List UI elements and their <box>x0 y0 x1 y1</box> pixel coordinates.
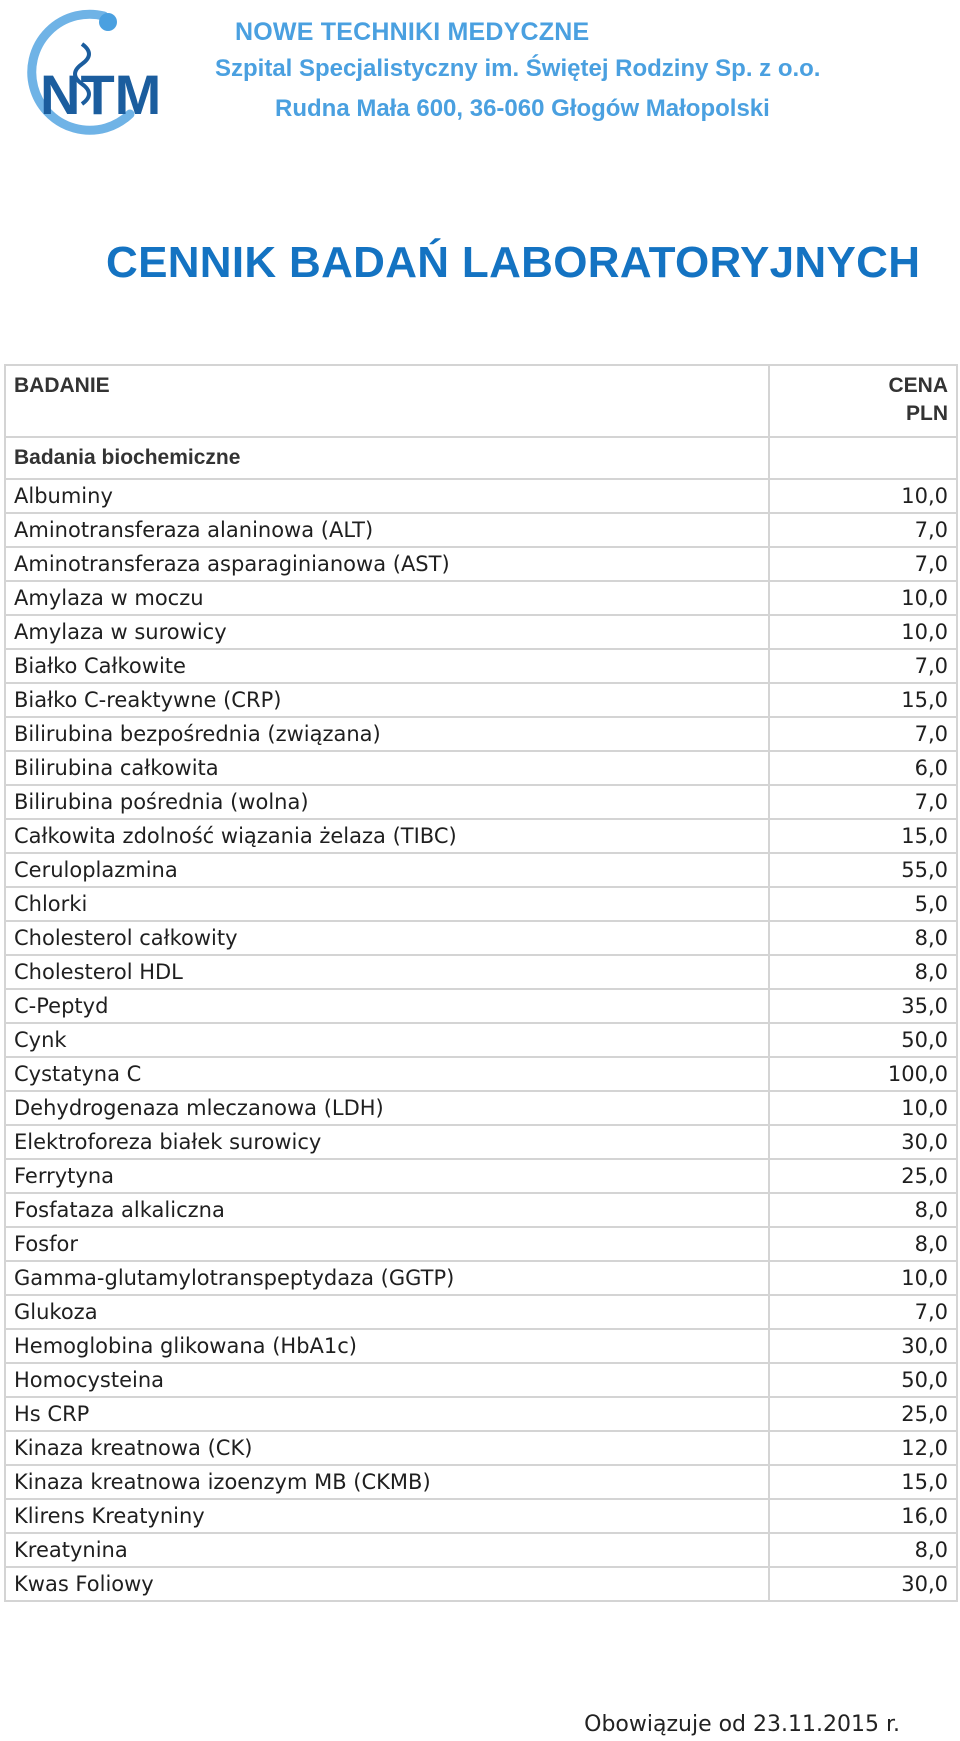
table-row <box>5 887 957 921</box>
table-row <box>5 921 957 955</box>
table-row <box>5 1091 957 1125</box>
column-header-test: BADANIE <box>5 365 769 437</box>
test-name: Glukoza <box>5 1295 769 1329</box>
table-row <box>5 1023 957 1057</box>
validity-date: Obowiązuje od 23.11.2015 r. <box>584 1712 900 1737</box>
logo-letters: NTM <box>40 63 162 126</box>
logo-emblem-icon <box>26 4 162 144</box>
test-price: 30,0 <box>769 1329 957 1363</box>
table-header-row <box>5 365 957 437</box>
test-price: 8,0 <box>769 1193 957 1227</box>
test-name: Cystatyna C <box>5 1057 769 1091</box>
test-name: Amylaza w moczu <box>5 581 769 615</box>
section-row <box>5 437 957 479</box>
test-price: 8,0 <box>769 955 957 989</box>
table-row <box>5 649 957 683</box>
test-name: Całkowita zdolność wiązania żelaza (TIBC) <box>5 819 769 853</box>
test-name: Cholesterol HDL <box>5 955 769 989</box>
test-name: Kwas Foliowy <box>5 1567 769 1601</box>
column-header-price-line2: PLN <box>906 402 948 425</box>
price-table <box>4 364 958 1602</box>
table-row <box>5 1057 957 1091</box>
test-name: Homocysteina <box>5 1363 769 1397</box>
hospital-logo <box>26 4 162 144</box>
test-name: Bilirubina bezpośrednia (związana) <box>5 717 769 751</box>
test-price: 100,0 <box>769 1057 957 1091</box>
section-empty-cell <box>769 437 957 479</box>
test-price: 35,0 <box>769 989 957 1023</box>
test-price: 25,0 <box>769 1397 957 1431</box>
table-row <box>5 1499 957 1533</box>
org-name: NOWE TECHNIKI MEDYCZNE <box>235 18 590 46</box>
table-row <box>5 1295 957 1329</box>
test-name: Aminotransferaza alaninowa (ALT) <box>5 513 769 547</box>
test-name: Ceruloplazmina <box>5 853 769 887</box>
test-name: Gamma-glutamylotranspeptydaza (GGTP) <box>5 1261 769 1295</box>
test-name: Kinaza kreatnowa izoenzym MB (CKMB) <box>5 1465 769 1499</box>
table-row <box>5 1193 957 1227</box>
test-price: 30,0 <box>769 1567 957 1601</box>
test-name: Aminotransferaza asparaginianowa (AST) <box>5 547 769 581</box>
test-price: 50,0 <box>769 1023 957 1057</box>
test-name: Albuminy <box>5 479 769 513</box>
table-row <box>5 1431 957 1465</box>
table-row <box>5 1125 957 1159</box>
test-price: 7,0 <box>769 513 957 547</box>
test-name: Białko C-reaktywne (CRP) <box>5 683 769 717</box>
test-name: C-Peptyd <box>5 989 769 1023</box>
organization-header <box>215 18 955 123</box>
test-name: Cynk <box>5 1023 769 1057</box>
test-price: 15,0 <box>769 819 957 853</box>
table-row <box>5 513 957 547</box>
table-row <box>5 989 957 1023</box>
test-price: 7,0 <box>769 1295 957 1329</box>
table-row <box>5 1465 957 1499</box>
table-row <box>5 1533 957 1567</box>
table-row <box>5 1363 957 1397</box>
test-price: 10,0 <box>769 581 957 615</box>
table-row <box>5 547 957 581</box>
test-price: 8,0 <box>769 921 957 955</box>
test-price: 10,0 <box>769 479 957 513</box>
test-price: 8,0 <box>769 1227 957 1261</box>
test-price: 30,0 <box>769 1125 957 1159</box>
table-row <box>5 1227 957 1261</box>
test-price: 25,0 <box>769 1159 957 1193</box>
test-name: Ferrytyna <box>5 1159 769 1193</box>
test-name: Fosfor <box>5 1227 769 1261</box>
test-name: Fosfataza alkaliczna <box>5 1193 769 1227</box>
table-row <box>5 1159 957 1193</box>
test-name: Kinaza kreatnowa (CK) <box>5 1431 769 1465</box>
test-name: Hemoglobina glikowana (HbA1c) <box>5 1329 769 1363</box>
test-name: Chlorki <box>5 887 769 921</box>
test-price: 50,0 <box>769 1363 957 1397</box>
test-name: Bilirubina pośrednia (wolna) <box>5 785 769 819</box>
test-price: 6,0 <box>769 751 957 785</box>
table-row <box>5 717 957 751</box>
test-name: Elektroforeza białek surowicy <box>5 1125 769 1159</box>
column-header-price <box>769 365 957 437</box>
section-label: Badania biochemiczne <box>5 437 769 479</box>
test-name: Klirens Kreatyniny <box>5 1499 769 1533</box>
test-price: 7,0 <box>769 547 957 581</box>
test-price: 55,0 <box>769 853 957 887</box>
column-header-price-line1: CENA <box>888 374 948 397</box>
test-price: 10,0 <box>769 1091 957 1125</box>
test-price: 8,0 <box>769 1533 957 1567</box>
test-price: 10,0 <box>769 615 957 649</box>
test-price: 10,0 <box>769 1261 957 1295</box>
table-row <box>5 819 957 853</box>
test-price: 7,0 <box>769 717 957 751</box>
table-row <box>5 1567 957 1601</box>
test-name: Białko Całkowite <box>5 649 769 683</box>
test-name: Bilirubina całkowita <box>5 751 769 785</box>
hospital-address: Rudna Mała 600, 36-060 Głogów Małopolski <box>275 95 770 122</box>
table-row <box>5 479 957 513</box>
test-price: 15,0 <box>769 1465 957 1499</box>
test-name: Amylaza w surowicy <box>5 615 769 649</box>
table-row <box>5 1397 957 1431</box>
table-row <box>5 683 957 717</box>
test-price: 5,0 <box>769 887 957 921</box>
test-name: Hs CRP <box>5 1397 769 1431</box>
table-row <box>5 751 957 785</box>
hospital-name: Szpital Specjalistyczny im. Świętej Rodziny Sp. z o.o. <box>215 55 821 82</box>
table-row <box>5 853 957 887</box>
table-row <box>5 1329 957 1363</box>
test-name: Kreatynina <box>5 1533 769 1567</box>
test-price: 12,0 <box>769 1431 957 1465</box>
table-row <box>5 615 957 649</box>
table-row <box>5 581 957 615</box>
test-name: Cholesterol całkowity <box>5 921 769 955</box>
test-price: 7,0 <box>769 785 957 819</box>
table-row <box>5 785 957 819</box>
test-price: 16,0 <box>769 1499 957 1533</box>
page-title: CENNIK BADAŃ LABORATORYJNYCH <box>106 238 921 287</box>
test-price: 7,0 <box>769 649 957 683</box>
test-name: Dehydrogenaza mleczanowa (LDH) <box>5 1091 769 1125</box>
table-row <box>5 955 957 989</box>
test-price: 15,0 <box>769 683 957 717</box>
table-row <box>5 1261 957 1295</box>
